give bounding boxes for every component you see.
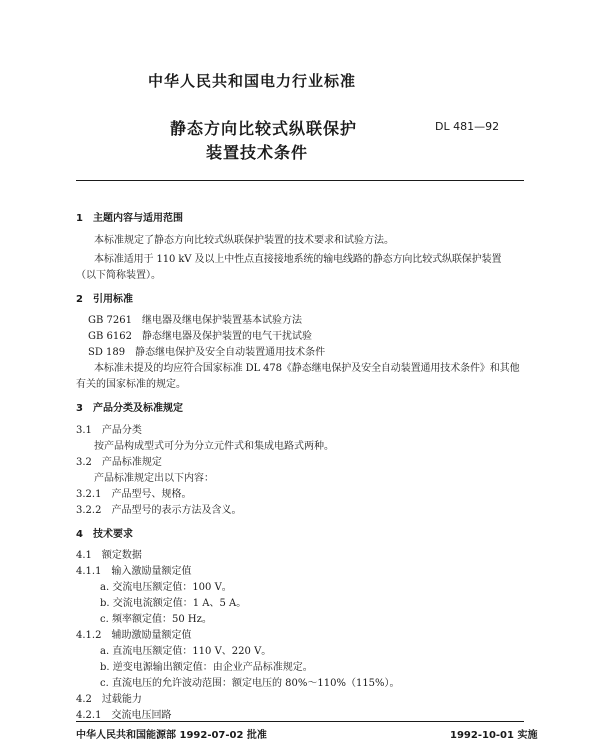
clause-4-1-1-c: c. 频率额定值：50 Hz。 xyxy=(100,614,212,625)
section-1-paragraph-2: 本标准适用于 110 kV 及以上中性点直接接地系统的输电线路的静态方向比较式纵联保护装置 xyxy=(94,254,502,265)
section-3-heading: 3 产品分类及标准规定 xyxy=(76,403,183,414)
document-title-line-1: 静态方向比较式纵联保护 xyxy=(170,119,358,138)
clause-3-2-1: 3.2.1 产品型号、规格。 xyxy=(76,489,192,500)
approval-line: 中华人民共和国能源部 1992-07-02 批准 xyxy=(76,730,267,741)
clause-3-2: 3.2 产品标准规定 xyxy=(76,457,162,468)
document-title-line-2: 装置技术条件 xyxy=(206,143,309,162)
clause-4-1-2-c: c. 直流电压的允许波动范围：额定电压的 80%～110%（115%）。 xyxy=(100,678,400,689)
implementation-date: 1992-10-01 实施 xyxy=(450,730,538,741)
section-1-paragraph-2-cont: （以下简称装置）。 xyxy=(76,270,161,281)
footer-rule xyxy=(76,721,524,722)
clause-4-1-1-b: b. 交流电流额定值：1 A、5 A。 xyxy=(100,598,247,609)
reference-sd189: SD 189 静态继电保护及安全自动装置通用技术条件 xyxy=(88,347,326,358)
section-1-heading: 1 主题内容与适用范围 xyxy=(76,213,183,224)
standard-code: DL 481—92 xyxy=(435,120,500,133)
reference-gb6162: GB 6162 静态继电器及保护装置的电气干扰试验 xyxy=(88,331,312,342)
section-1-paragraph-1: 本标准规定了静态方向比较式纵联保护装置的技术要求和试验方法。 xyxy=(94,235,394,246)
clause-4-2-1: 4.2.1 交流电压回路 xyxy=(76,710,172,721)
section-2-paragraph-cont: 有关的国家标准的规定。 xyxy=(76,379,186,390)
clause-4-1: 4.1 额定数据 xyxy=(76,550,142,561)
section-4-heading: 4 技术要求 xyxy=(76,529,133,540)
clause-3-2-body: 产品标准规定出以下内容： xyxy=(94,473,214,484)
publisher-line: 中华人民共和国电力行业标准 xyxy=(148,72,357,90)
clause-4-1-2-b: b. 逆变电源输出额定值：由企业产品标准规定。 xyxy=(100,662,313,673)
clause-3-1-body: 按产品构成型式可分为分立元件式和集成电路式两种。 xyxy=(94,441,334,452)
clause-4-1-2: 4.1.2 辅助激励量额定值 xyxy=(76,630,192,641)
header-rule xyxy=(76,180,524,181)
reference-gb7261: GB 7261 继电器及继电保护装置基本试验方法 xyxy=(88,315,302,326)
clause-3-1: 3.1 产品分类 xyxy=(76,425,142,436)
section-2-heading: 2 引用标准 xyxy=(76,294,133,305)
clause-4-2: 4.2 过载能力 xyxy=(76,694,142,705)
clause-4-1-1-a: a. 交流电压额定值：100 V。 xyxy=(100,582,232,593)
clause-4-1-2-a: a. 直流电压额定值：110 V、220 V。 xyxy=(100,646,272,657)
section-2-paragraph: 本标准未提及的均应符合国家标准 DL 478《静态继电保护及安全自动装置通用技术条件》和其他 xyxy=(94,363,520,374)
clause-4-1-1: 4.1.1 输入激励量额定值 xyxy=(76,566,192,577)
clause-3-2-2: 3.2.2 产品型号的表示方法及含义。 xyxy=(76,505,242,516)
